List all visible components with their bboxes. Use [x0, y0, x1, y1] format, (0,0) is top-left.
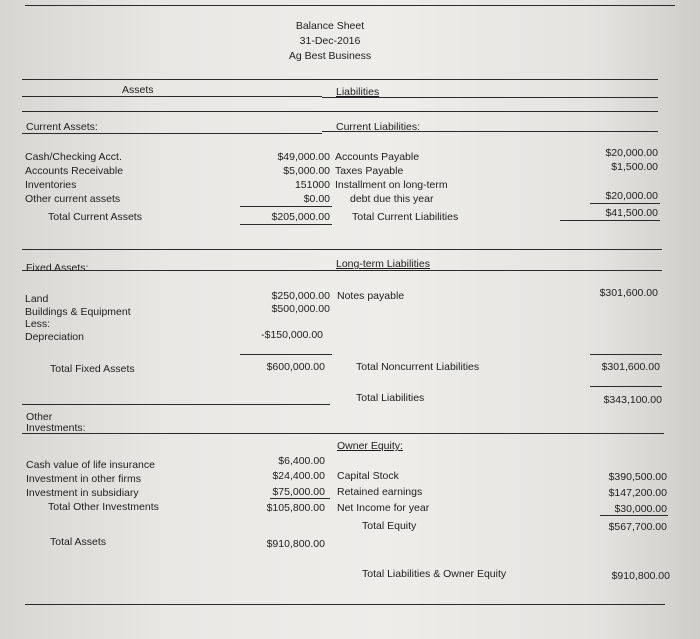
total-assets-label: Total Assets: [50, 536, 107, 548]
header-rule-left: [22, 96, 322, 97]
current-liab-total-rule: [560, 220, 660, 221]
current-liabilities-heading: Current Liabilities:: [336, 121, 421, 133]
owner-equity-heading: Owner Equity:: [337, 440, 403, 452]
asset-label-receivable: Accounts Receivable: [25, 165, 124, 177]
asset-label-inventories: Inventories: [25, 179, 77, 191]
other-heading-line1: Other: [26, 411, 53, 423]
land-value: $250,000.00: [271, 290, 330, 302]
total-current-assets-label: Total Current Assets: [48, 211, 142, 223]
current-assets-total-rule: [240, 224, 332, 225]
invest-value-life-insurance: $6,400.00: [278, 455, 325, 467]
other-rule-top: [22, 404, 330, 405]
fixed-rule-top: [22, 249, 662, 250]
equity-value-net-income: $30,000.00: [614, 503, 667, 515]
total-fixed-assets-value: $600,000.00: [266, 361, 325, 373]
asset-value-receivable: $5,000.00: [283, 165, 330, 177]
noncurrent-sum-rule: [590, 354, 662, 355]
company-name: Ag Best Business: [288, 50, 372, 62]
invest-label-subsidiary: Investment in subsidiary: [26, 487, 139, 499]
sheet-date: 31-Dec-2016: [299, 35, 361, 47]
total-liab-equity-value: $910,800.00: [611, 570, 670, 582]
total-liab-sum-rule: [590, 386, 662, 387]
invest-value-subsidiary: $75,000.00: [272, 486, 325, 498]
asset-label-cash: Cash/Checking Acct.: [25, 151, 122, 163]
total-liabilities-label: Total Liabilities: [356, 392, 425, 404]
notes-payable-label: Notes payable: [337, 290, 405, 302]
liab-value-accounts-payable: $20,000.00: [605, 147, 658, 159]
land-label: Land: [25, 293, 49, 305]
equity-value-retained-earnings: $147,200.00: [608, 487, 667, 499]
current-rule-top: [22, 111, 658, 112]
total-other-investments-label: Total Other Investments: [48, 501, 159, 513]
less-label: Less:: [25, 318, 51, 330]
equity-label-net-income: Net Income for year: [337, 502, 430, 514]
other-heading-line2: Investments:: [26, 422, 86, 434]
depreciation-value: -$150,000.00: [261, 329, 323, 341]
depreciation-label: Depreciation: [25, 331, 84, 343]
header-rule-top: [22, 79, 658, 80]
total-equity-label: Total Equity: [362, 520, 417, 532]
invest-value-other-firms: $24,400.00: [272, 470, 325, 482]
asset-label-other-current: Other current assets: [25, 193, 121, 205]
asset-value-other-current: $0.00: [303, 193, 330, 205]
notes-payable-value: $301,600.00: [599, 287, 658, 299]
fixed-assets-heading: Fixed Assets:: [26, 262, 89, 274]
bottom-rule: [25, 604, 665, 605]
current-rule-left: [22, 133, 322, 134]
liab-label-installment: Installment on long-term: [335, 179, 448, 191]
total-fixed-assets-label: Total Fixed Assets: [50, 363, 135, 375]
liab-label-accounts-payable: Accounts Payable: [335, 151, 420, 163]
total-noncurrent-label: Total Noncurrent Liabilities: [356, 361, 480, 373]
total-liabilities-value: $343,100.00: [603, 394, 662, 406]
liab-label-taxes-payable: Taxes Payable: [335, 165, 404, 177]
current-rule-right: [322, 131, 658, 132]
total-other-investments-value: $105,800.00: [266, 502, 325, 514]
current-liab-sum-rule: [590, 203, 660, 204]
buildings-value: $500,000.00: [271, 303, 330, 315]
buildings-label: Buildings & Equipment: [25, 306, 131, 318]
equity-value-capital-stock: $390,500.00: [608, 471, 667, 483]
invest-sum-rule: [270, 498, 330, 499]
total-assets-value: $910,800.00: [266, 538, 325, 550]
fixed-assets-sum-rule: [240, 354, 332, 355]
asset-value-inventories: 151000: [294, 179, 330, 191]
total-equity-value: $567,700.00: [608, 521, 667, 533]
liab-value-debt-due: $20,000.00: [605, 190, 658, 202]
equity-label-retained-earnings: Retained earnings: [337, 486, 423, 498]
asset-value-cash: $49,000.00: [277, 151, 330, 163]
assets-column-heading: Assets: [122, 84, 154, 96]
equity-label-capital-stock: Capital Stock: [337, 470, 399, 482]
invest-label-life-insurance: Cash value of life insurance: [26, 459, 155, 471]
liab-value-taxes-payable: $1,500.00: [611, 161, 658, 173]
total-current-assets-value: $205,000.00: [271, 211, 330, 223]
total-noncurrent-value: $301,600.00: [601, 361, 660, 373]
total-liab-equity-label: Total Liabilities & Owner Equity: [362, 568, 507, 580]
fixed-rule-bottom: [22, 270, 662, 271]
invest-label-other-firms: Investment in other firms: [26, 473, 141, 485]
current-assets-sum-rule: [240, 206, 332, 207]
total-current-liabilities-value: $41,500.00: [605, 207, 658, 219]
top-rule: [25, 5, 675, 6]
header-rule-right: [322, 97, 658, 98]
longterm-liabilities-heading: Long-term Liabilities: [336, 258, 430, 270]
liabilities-column-heading: Liabilities: [336, 86, 380, 98]
equity-sum-rule: [600, 515, 668, 516]
liab-label-debt-due: debt due this year: [350, 193, 434, 205]
current-assets-heading: Current Assets:: [26, 121, 98, 133]
total-current-liabilities-label: Total Current Liabilities: [352, 211, 459, 223]
sheet-title: Balance Sheet: [295, 20, 365, 32]
other-rule-bottom: [22, 433, 664, 434]
